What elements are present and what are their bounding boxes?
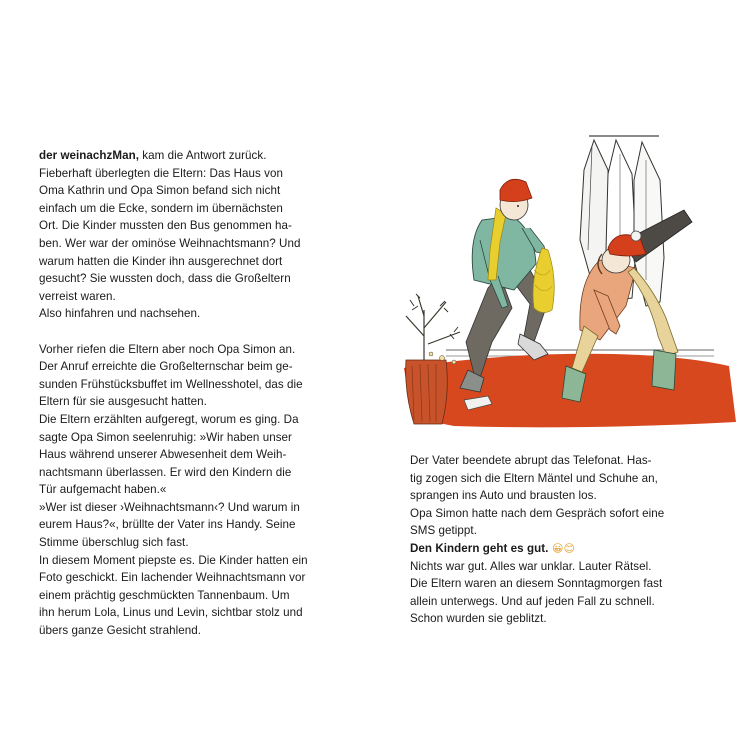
text-line: »Wer ist dieser ›Weihnachtsmann‹? Und warum in [39,500,300,514]
text-line: Der Anruf erreichte die Großelternschar beim ge- [39,360,293,374]
text-line: der weinachzMan, kam die Antwort zurück. [39,149,267,162]
right-page-text [410,452,740,628]
text-line: ihn herum Lola, Linus und Levin, sichtbar stolz und [39,606,303,620]
text-line: Die Eltern erzählten aufgeregt, worum es ging. Da [39,412,299,426]
father-hat [500,179,532,201]
text-line: Opa Simon hatte nach dem Gespräch sofort eine [410,506,665,520]
text-line: verreist waren. [39,289,116,303]
text-line: Tür aufgemacht haben.« [39,483,167,497]
text-line: Stimme überschlug sich fast. [39,536,189,550]
text-line: Die Eltern waren an diesem Sonntagmorgen fast [410,577,663,591]
text-line: nachtsmann überlassen. Er wird den Kindern die [39,465,292,479]
text-line: Also hinfahren und nachsehen. [39,307,201,321]
text-line: einem prächtig geschmückten Tannenbaum. Um [39,588,290,602]
text-line: Schon wurden sie geblitzt. [410,612,547,626]
text-line: tig zogen sich die Eltern Mäntel und Schuhe an, [410,471,658,485]
text-line: übers ganze Gesicht strahlend. [39,624,201,638]
text-line: Nichts war gut. Alles war unklar. Lauter Rätsel. [410,559,652,573]
text-line: Vorher riefen die Eltern aber noch Opa Simon an. [39,342,296,356]
text-line: ben. Wer war der ominöse Weihnachtsmann? Und [39,236,301,250]
text-line: Oma Kathrin und Opa Simon befand sich nicht [39,184,281,198]
text-line: Ort. Die Kinder mussten den Bus genommen ha- [39,219,292,233]
smiley-emoji-icon: 😀😊 [548,541,575,555]
text-line: SMS getippt. [410,524,477,538]
text-line: Foto geschickt. Ein lachender Weihnachtsmann vor [39,571,306,585]
paragraph-gap [39,323,369,341]
text-line: gesucht? Sie wussten doch, dass die Großeltern [39,272,291,286]
illustration-parents-dressing [384,130,746,430]
text-line: In diesem Moment piepste es. Die Kinder hatten ein [39,553,308,567]
text-line: sprangen ins Auto und brausten los. [410,489,597,503]
text-line: eurem Haus?«, brüllte der Vater ins Handy. Seine [39,518,296,532]
mother-boot-right [652,350,676,390]
text-line: warum hatten die Kinder ihn ausgerechnet dort [39,254,283,268]
text-line: Der Vater beendete abrupt das Telefonat. Has- [410,454,652,467]
left-page-text [39,147,369,640]
right-page [376,0,752,752]
text-line: Den Kindern geht es gut. 😀😊 [410,541,575,555]
text-line: Haus während unserer Abwesenheit dem Weih- [39,448,287,462]
text-line: sunden Frühstücksbuffet im Wellnesshotel, das die [39,377,303,391]
text-line: sagte Opa Simon seelenruhig: »Wir haben unser [39,430,292,444]
text-line: Eltern für sie ausgesucht hatten. [39,395,207,409]
text-line: allein unterwegs. Und auf jeden Fall zu schnell. [410,594,655,608]
hat-pompom [631,231,641,241]
text-line: einfach um die Ecke, sondern im übernächsten [39,201,283,215]
text-line: Fieberhaft überlegten die Eltern: Das Haus von [39,166,283,180]
